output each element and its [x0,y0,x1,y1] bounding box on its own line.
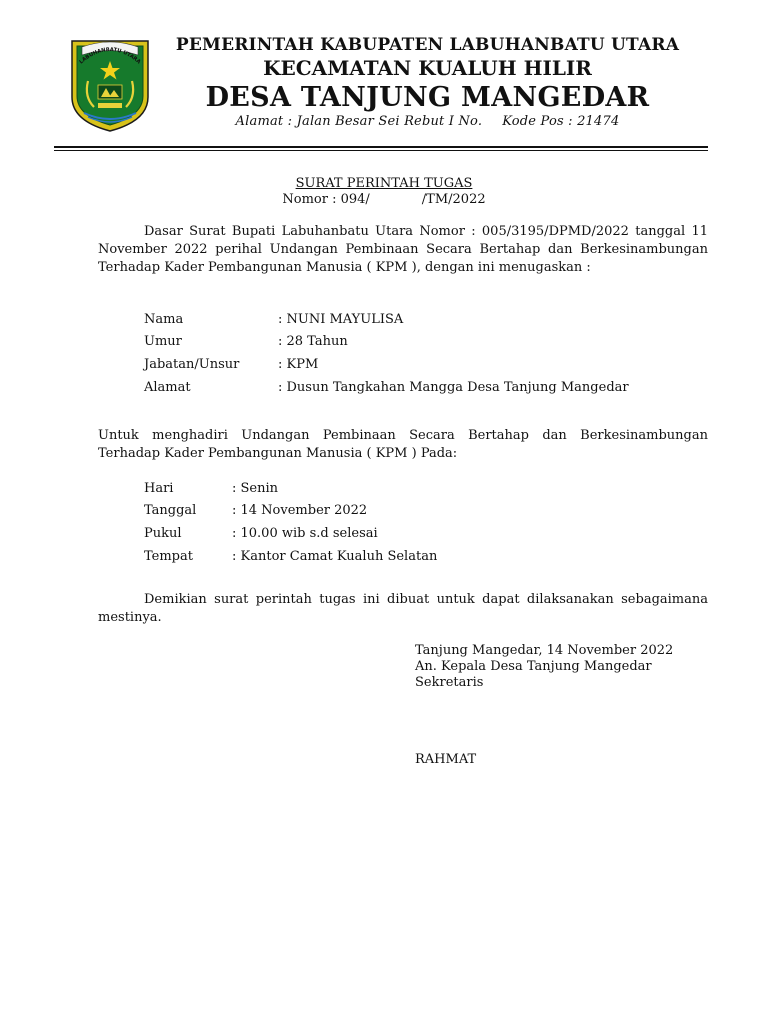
detail-value: : KPM [278,357,319,372]
detail-label: Jabatan/Unsur [144,357,240,372]
purpose-paragraph: Untuk menghadiri Undangan Pembinaan Secara Bertahap dan Berkesinambungan Terhadap Kader Pembangunan Manusia ( KPM ) Pada: [98,428,708,461]
detail-value: : NUNI MAYULISA [278,312,404,327]
number-suffix: /TM/2022 [421,192,486,207]
letter-title [0,176,768,191]
detail-label: Nama [144,312,184,327]
postal-code: Kode Pos : 21474 [502,114,620,129]
letter-title-text: SURAT PERINTAH TUGAS [295,176,473,191]
number-prefix: Nomor : 094/ [282,192,370,207]
basis-paragraph: Dasar Surat Bupati Labuhanbatu Utara Nomor : 005/3195/DPMD/2022 tanggal 11 November 2022 perihal Undangan Pembinaan Secara Bertahap dan Berkesinambungan Terhadap Kader Pembangunan Manusia ( KPM ), dengan ini menugaskan : [98,224,708,275]
address-line [155,114,700,129]
logo-text: LABUHANBATU UTARA [78,46,142,66]
detail-label: Umur [144,334,182,349]
detail-value: : 28 Tahun [278,334,348,349]
government-name: PEMERINTAH KABUPATEN LABUHANBATU UTARA [175,35,680,55]
detail-value: : Senin [232,481,279,496]
closing-paragraph: Demikian surat perintah tugas ini dibuat untuk dapat dilaksanakan sebagaimana mestinya. [98,592,708,625]
detail-value: : 14 November 2022 [232,503,368,518]
on-behalf-line: An. Kepala Desa Tanjung Mangedar [415,659,652,674]
district-name: KECAMATAN KUALUH HILIR [263,56,592,80]
header-rule-thick [54,146,708,148]
detail-value: : Kantor Camat Kualuh Selatan [232,549,438,564]
detail-value: : Dusun Tangkahan Mangga Desa Tanjung Mangedar [278,380,629,395]
detail-label: Tanggal [144,503,197,518]
village-name: DESA TANJUNG MANGEDAR [205,82,650,113]
place-date: Tanjung Mangedar, 14 November 2022 [415,643,674,658]
signature-block [415,643,673,691]
signer-name: RAHMAT [415,752,477,767]
address-text: Alamat : Jalan Besar Sei Rebut I No. [235,114,483,129]
header-rule-thin [54,150,708,151]
letter-number [0,192,768,207]
detail-label: Pukul [144,526,182,541]
regency-logo-icon [68,35,152,133]
detail-label: Tempat [144,549,193,564]
detail-value: : 10.00 wib s.d selesai [232,526,378,541]
detail-label: Alamat [144,380,191,395]
signer-position: Sekretaris [415,675,484,690]
detail-label: Hari [144,481,174,496]
